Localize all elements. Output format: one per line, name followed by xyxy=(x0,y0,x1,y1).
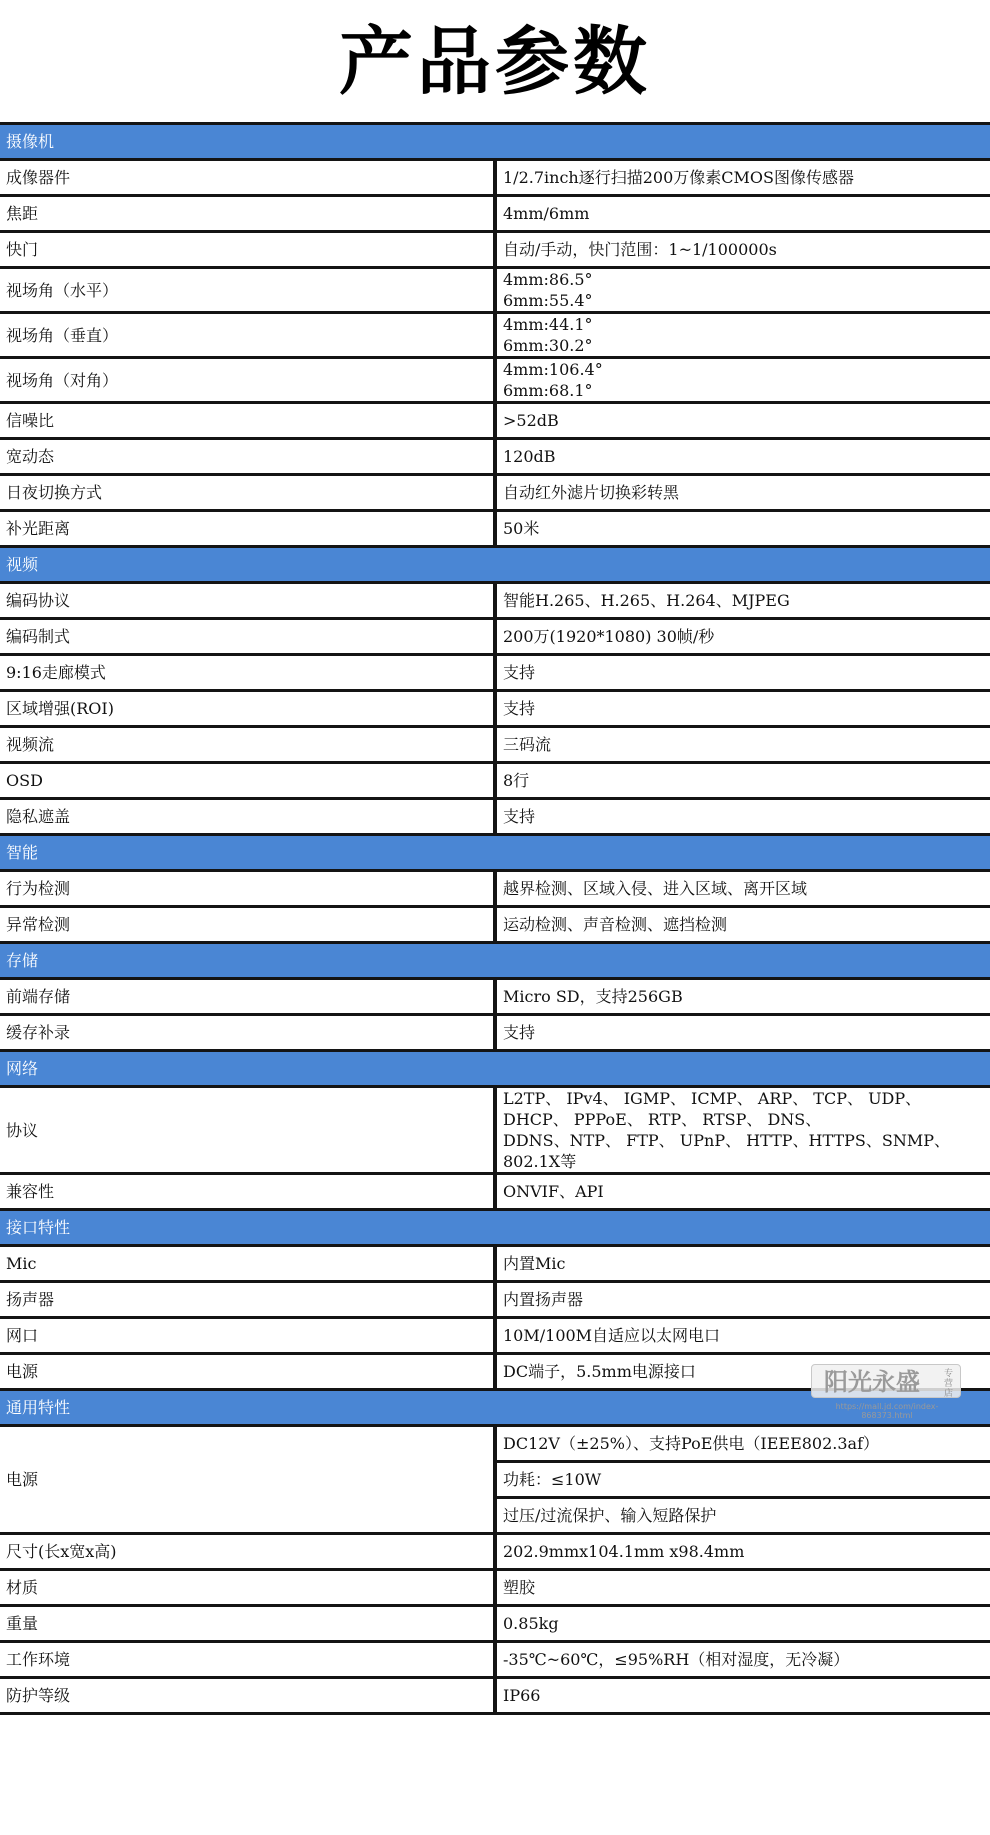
spec-value-line: 越界检测、区域入侵、进入区域、离开区域 xyxy=(503,879,808,898)
spec-row xyxy=(0,1246,990,1282)
spec-key: OSD xyxy=(0,763,495,799)
spec-key: 视频流 xyxy=(0,727,495,763)
spec-key: 宽动态 xyxy=(0,439,495,475)
spec-value-line: ONVIF、API xyxy=(503,1182,604,1201)
spec-row xyxy=(0,511,990,547)
spec-value xyxy=(495,268,990,313)
spec-value-line: 6mm:55.4° xyxy=(503,291,593,310)
spec-value-line: 0.85kg xyxy=(503,1614,559,1633)
spec-row xyxy=(0,691,990,727)
spec-row xyxy=(0,619,990,655)
section-title: 存储 xyxy=(0,943,990,979)
spec-key: 异常检测 xyxy=(0,907,495,943)
spec-key: 工作环境 xyxy=(0,1642,495,1678)
section-header xyxy=(0,547,990,583)
section-title: 网络 xyxy=(0,1051,990,1087)
spec-key: 行为检测 xyxy=(0,871,495,907)
spec-key: 兼容性 xyxy=(0,1174,495,1210)
spec-value-line: 50米 xyxy=(503,519,540,538)
spec-row xyxy=(0,1534,990,1570)
spec-value-line: 4mm/6mm xyxy=(503,204,590,223)
spec-key: 信噪比 xyxy=(0,403,495,439)
spec-key: 重量 xyxy=(0,1606,495,1642)
spec-value-line: 10M/100M自适应以太网电口 xyxy=(503,1326,721,1345)
spec-value-line: 4mm:86.5° xyxy=(503,270,593,289)
spec-value xyxy=(495,196,990,232)
spec-value-line: 120dB xyxy=(503,447,556,466)
spec-value-line: Micro SD，支持256GB xyxy=(503,987,683,1006)
spec-value xyxy=(495,475,990,511)
spec-value-line: IP66 xyxy=(503,1686,541,1705)
spec-value-line: 202.9mmx104.1mm x98.4mm xyxy=(503,1542,745,1561)
spec-value: 过压/过流保护、输入短路保护 xyxy=(495,1498,990,1534)
section-title: 智能 xyxy=(0,835,990,871)
spec-key: 编码协议 xyxy=(0,583,495,619)
spec-value-line: 200万(1920*1080) 30帧/秒 xyxy=(503,627,715,646)
spec-value-line: 8行 xyxy=(503,771,530,790)
spec-value-line: 1/2.7inch逐行扫描200万像素CMOS图像传感器 xyxy=(503,168,854,187)
spec-key: 网口 xyxy=(0,1318,495,1354)
spec-key: 编码制式 xyxy=(0,619,495,655)
spec-value xyxy=(495,439,990,475)
spec-key: 缓存补录 xyxy=(0,1015,495,1051)
section-header xyxy=(0,1051,990,1087)
spec-value-line: 支持 xyxy=(503,807,536,826)
spec-row xyxy=(0,1606,990,1642)
spec-value-line: 运动检测、声音检测、遮挡检测 xyxy=(503,915,728,934)
spec-key: 防护等级 xyxy=(0,1678,495,1714)
spec-value xyxy=(495,403,990,439)
spec-key: 电源 xyxy=(0,1426,495,1534)
spec-value-line: 支持 xyxy=(503,1023,536,1042)
spec-value xyxy=(495,358,990,403)
spec-value-line: 6mm:30.2° xyxy=(503,336,593,355)
spec-row xyxy=(0,1426,990,1462)
spec-value-line: 内置Mic xyxy=(503,1254,566,1273)
spec-value-line: 4mm:44.1° xyxy=(503,315,593,334)
spec-row xyxy=(0,583,990,619)
spec-value: DC12V（±25%）、支持PoE供电（IEEE802.3af） xyxy=(495,1426,990,1462)
spec-value xyxy=(495,313,990,358)
spec-row xyxy=(0,403,990,439)
spec-value xyxy=(495,907,990,943)
spec-value-line: -35℃~60℃，≤95%RH（相对湿度，无冷凝） xyxy=(503,1650,850,1669)
spec-key: 视场角（对角） xyxy=(0,358,495,403)
spec-key: Mic xyxy=(0,1246,495,1282)
spec-row xyxy=(0,1678,990,1714)
section-title: 通用特性 xyxy=(0,1390,990,1426)
spec-row xyxy=(0,1570,990,1606)
spec-key: 扬声器 xyxy=(0,1282,495,1318)
spec-value-line: 自动/手动，快门范围：1~1/100000s xyxy=(503,240,777,259)
spec-key: 成像器件 xyxy=(0,160,495,196)
spec-key: 视场角（垂直） xyxy=(0,313,495,358)
spec-row xyxy=(0,1318,990,1354)
watermark-url: https://mall.jd.com/index-868373.html xyxy=(835,1402,939,1420)
spec-value-line: 支持 xyxy=(503,699,536,718)
spec-value-line: 塑胶 xyxy=(503,1578,536,1597)
spec-value xyxy=(495,232,990,268)
section-title: 接口特性 xyxy=(0,1210,990,1246)
spec-value xyxy=(495,619,990,655)
spec-value-line: DC端子，5.5mm电源接口 xyxy=(503,1362,696,1381)
spec-value xyxy=(495,691,990,727)
spec-row xyxy=(0,727,990,763)
spec-row xyxy=(0,1354,990,1390)
spec-row xyxy=(0,160,990,196)
spec-key: 前端存储 xyxy=(0,979,495,1015)
spec-key: 区域增强(ROI) xyxy=(0,691,495,727)
spec-row xyxy=(0,1087,990,1174)
spec-value-line: 支持 xyxy=(503,663,536,682)
spec-value xyxy=(495,727,990,763)
spec-value xyxy=(495,1015,990,1051)
spec-row xyxy=(0,268,990,313)
section-header xyxy=(0,943,990,979)
spec-key: 协议 xyxy=(0,1087,495,1174)
spec-value xyxy=(495,160,990,196)
spec-row xyxy=(0,475,990,511)
spec-row xyxy=(0,313,990,358)
spec-value xyxy=(495,1678,990,1714)
spec-value xyxy=(495,1606,990,1642)
spec-key: 日夜切换方式 xyxy=(0,475,495,511)
spec-row xyxy=(0,1174,990,1210)
spec-value-line: L2TP、 IPv4、 IGMP、 ICMP、 ARP、 TCP、 UDP、 DHCP、 PPPoE、 RTP、 RTSP、 DNS、 xyxy=(503,1089,922,1129)
spec-row xyxy=(0,1015,990,1051)
spec-value xyxy=(495,1642,990,1678)
spec-row xyxy=(0,232,990,268)
spec-value xyxy=(495,583,990,619)
section-header xyxy=(0,835,990,871)
spec-value xyxy=(495,1354,990,1390)
spec-row xyxy=(0,196,990,232)
spec-value xyxy=(495,1318,990,1354)
spec-value-line: DDNS、NTP、 FTP、 UPnP、 HTTP、HTTPS、SNMP、 802.1X等 xyxy=(503,1131,950,1171)
spec-key: 电源 xyxy=(0,1354,495,1390)
section-header xyxy=(0,124,990,160)
spec-row xyxy=(0,907,990,943)
spec-row xyxy=(0,763,990,799)
spec-value xyxy=(495,1246,990,1282)
spec-row xyxy=(0,439,990,475)
spec-key: 隐私遮盖 xyxy=(0,799,495,835)
spec-value-line: >52dB xyxy=(503,411,559,430)
spec-key: 尺寸(长x宽x高) xyxy=(0,1534,495,1570)
spec-key: 9:16走廊模式 xyxy=(0,655,495,691)
spec-value xyxy=(495,799,990,835)
spec-value-line: 智能H.265、H.265、H.264、MJPEG xyxy=(503,591,790,610)
watermark-tag: 专营店 xyxy=(944,1369,954,1399)
spec-value-line: 三码流 xyxy=(503,735,552,754)
spec-value xyxy=(495,1087,990,1174)
spec-value xyxy=(495,1534,990,1570)
spec-value-line: 4mm:106.4° xyxy=(503,360,603,379)
spec-value xyxy=(495,1570,990,1606)
section-title: 视频 xyxy=(0,547,990,583)
spec-row xyxy=(0,799,990,835)
spec-row xyxy=(0,1642,990,1678)
spec-row xyxy=(0,871,990,907)
spec-key: 材质 xyxy=(0,1570,495,1606)
spec-value xyxy=(495,979,990,1015)
spec-value: 功耗：≤10W xyxy=(495,1462,990,1498)
section-header xyxy=(0,1210,990,1246)
spec-value xyxy=(495,655,990,691)
spec-key: 视场角（水平） xyxy=(0,268,495,313)
spec-value xyxy=(495,871,990,907)
spec-row xyxy=(0,655,990,691)
spec-row xyxy=(0,979,990,1015)
spec-value-line: 内置扬声器 xyxy=(503,1290,584,1309)
spec-value-line: 自动红外滤片切换彩转黑 xyxy=(503,483,680,502)
spec-table xyxy=(0,122,990,1715)
spec-value xyxy=(495,763,990,799)
watermark-brand: 阳光永盛 xyxy=(824,1368,920,1396)
spec-value-line: 6mm:68.1° xyxy=(503,381,593,400)
spec-key: 补光距离 xyxy=(0,511,495,547)
spec-key: 快门 xyxy=(0,232,495,268)
section-header xyxy=(0,1390,990,1426)
spec-value xyxy=(495,1282,990,1318)
spec-key: 焦距 xyxy=(0,196,495,232)
section-title: 摄像机 xyxy=(0,124,990,160)
spec-value xyxy=(495,1174,990,1210)
spec-value xyxy=(495,511,990,547)
page-title: 产品参数 xyxy=(339,19,651,105)
spec-row xyxy=(0,1282,990,1318)
spec-row xyxy=(0,358,990,403)
